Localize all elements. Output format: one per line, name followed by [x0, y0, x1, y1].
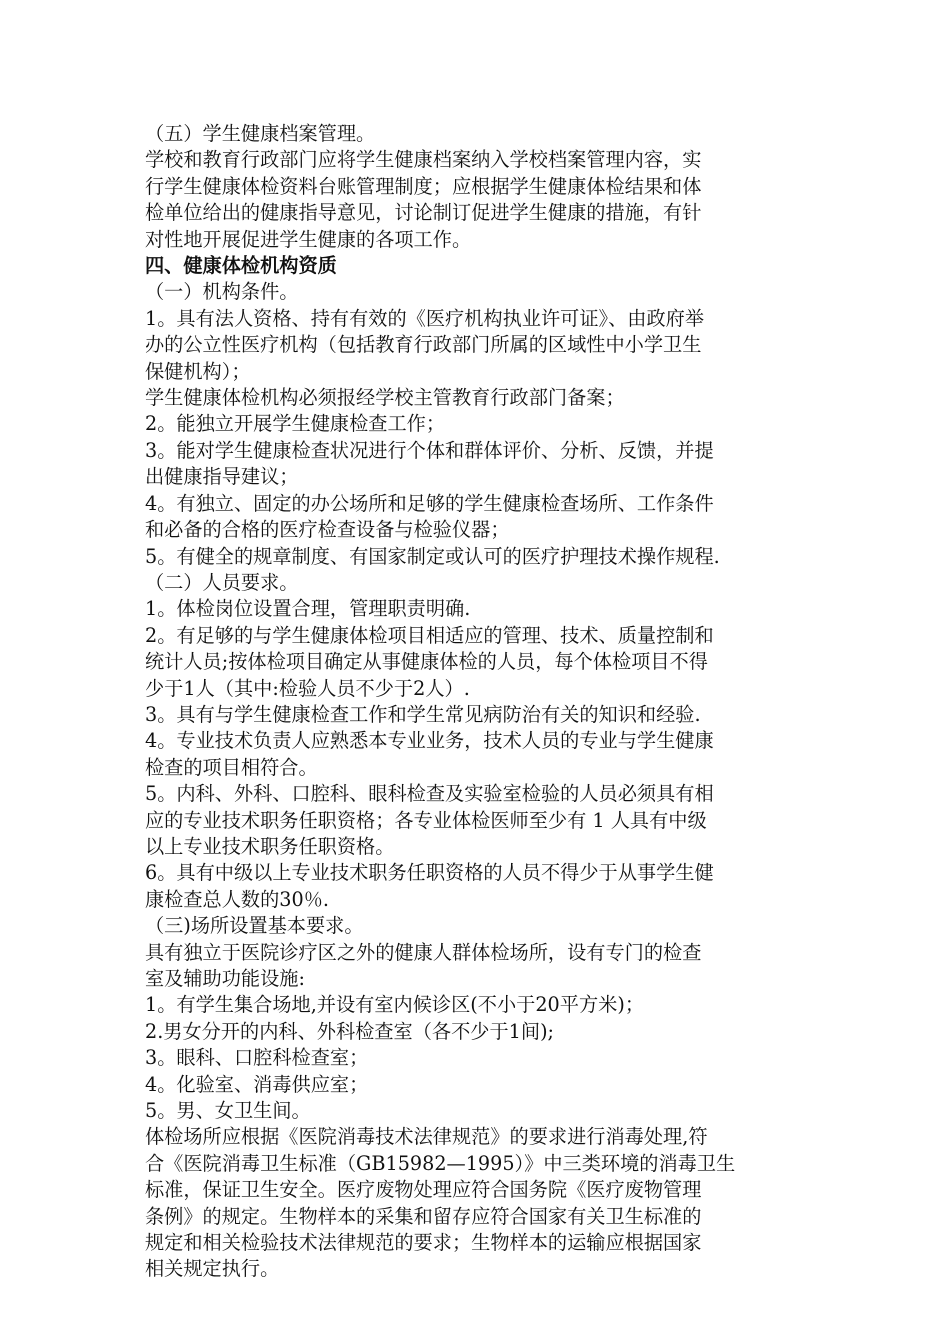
text-line: （一）机构条件。 [145, 280, 299, 304]
text-line: 合《医院消毒卫生标准（GB15982—1995）》中三类环境的消毒卫生 [145, 1151, 736, 1175]
text-line: 出健康指导建议； [145, 465, 299, 489]
text-line: 3。能对学生健康检查状况进行个体和群体评价、分析、反馈，并提 [145, 438, 714, 462]
text-line: 应的专业技术职务任职资格；各专业体检医师至少有 1 人具有中级 [145, 808, 707, 832]
section-heading: 四、健康体检机构资质 [145, 254, 337, 278]
text-line: 1。有学生集合场地,并设有室内候诊区(不小于20平方米)； [145, 993, 645, 1017]
document-body [145, 121, 817, 1283]
text-line: 学生健康体检机构必须报经学校主管教育行政部门备案； [145, 386, 625, 410]
text-line: （五）学生健康档案管理。 [145, 122, 376, 145]
text-line: 室及辅助功能设施: [145, 967, 305, 990]
text-line: 1。体检岗位设置合理，管理职责明确. [145, 597, 471, 621]
text-line: 3。眼科、口腔科检查室； [145, 1046, 369, 1070]
text-line: 条例》的规定。生物样本的采集和留存应符合国家有关卫生标准的 [145, 1204, 702, 1228]
text-line: 以上专业技术职务任职资格。 [145, 834, 395, 858]
text-line: （三)场所设置基本要求。 [145, 914, 364, 938]
text-line: 5。内科、外科、口腔科、眼科检查及实验室检验的人员必须具有相 [145, 782, 714, 806]
text-line: 5。男、女卫生间。 [145, 1099, 311, 1123]
text-line: 少于1人（其中:检验人员不少于2人）. [145, 676, 470, 700]
text-line: 2.男女分开的内科、外科检查室（各不少于1间); [145, 1019, 555, 1043]
text-line: 6。具有中级以上专业技术职务任职资格的人员不得少于从事学生健 [145, 861, 714, 885]
text-line: 行学生健康体检资料台账管理制度；应根据学生健康体检结果和体 [145, 174, 702, 198]
text-line: 3。具有与学生健康检查工作和学生常见病防治有关的知识和经验. [145, 702, 701, 726]
text-line: 2。能独立开展学生健康检查工作； [145, 412, 446, 436]
text-line: 保健机构）； [145, 359, 251, 383]
text-line: 4。有独立、固定的办公场所和足够的学生健康检查场所、工作条件 [145, 491, 714, 515]
text-line: 学校和教育行政部门应将学生健康档案纳入学校档案管理内容，实 [145, 148, 702, 172]
text-line: （二）人员要求。 [145, 570, 299, 594]
text-line: 4。专业技术负责人应熟悉本专业业务，技术人员的专业与学生健康 [145, 729, 714, 753]
text-line: 统计人员;按体检项目确定从事健康体检的人员，每个体检项目不得 [145, 650, 708, 674]
text-line: 康检查总人数的30％. [145, 887, 330, 911]
text-line: 相关规定执行。 [145, 1257, 280, 1281]
text-line: 检查的项目相符合。 [145, 755, 318, 779]
text-line: 2。有足够的与学生健康体检项目相适应的管理、技术、质量控制和 [145, 623, 714, 647]
text-line: 检单位给出的健康指导意见，讨论制订促进学生健康的措施，有针 [145, 201, 702, 225]
text-line: 对性地开展促进学生健康的各项工作。 [145, 227, 472, 251]
text-line: 办的公立性医疗机构（包括教育行政部门所属的区域性中小学卫生 [145, 333, 702, 357]
text-line: 具有独立于医院诊疗区之外的健康人群体检场所，设有专门的检查 [145, 940, 702, 964]
text-line: 标准，保证卫生安全。医疗废物处理应符合国务院《医疗废物管理 [145, 1178, 702, 1202]
text-line: 和必备的合格的医疗检查设备与检验仪器； [145, 518, 510, 542]
text-line: 4。化验室、消毒供应室； [145, 1072, 369, 1096]
text-line: 体检场所应根据《医院消毒技术法律规范》的要求进行消毒处理,符 [145, 1125, 708, 1149]
text-line: 5。有健全的规章制度、有国家制定或认可的医疗护理技术操作规程. [145, 544, 720, 568]
text-line: 1。具有法人资格、持有有效的《医疗机构执业许可证》、由政府举 [145, 306, 705, 330]
text-line: 规定和相关检验技术法律规范的要求；生物样本的运输应根据国家 [145, 1231, 702, 1255]
